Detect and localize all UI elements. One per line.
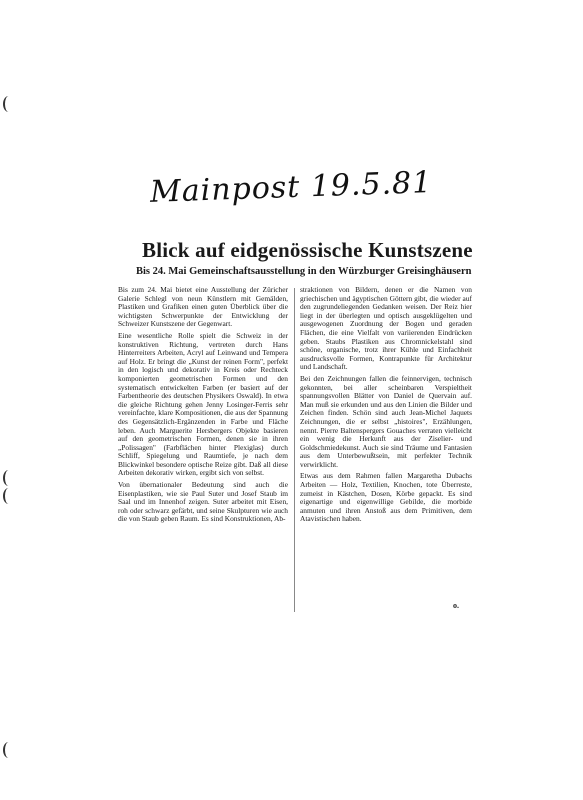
article-paragraph: straktionen von Bildern, denen er die Namen von griechischen und ägyptischen Göttern gibt, die wieder auf den zugrundeliegenden Gedanken weisen. Der Reiz hier liegt in der überlegten und optisch ausgeklügelten und ausgewogenen Zuordnung der Bogen und geraden Flächen, die eine Vielfalt von variierenden Eindrücken geben. Staubs Plastiken aus Chromnickelstahl sind schöne, organische, trotz ihrer Kühle und Einfachheit ausdrucksvolle Formen, Kontrapunkte für Architektur und Landschaft. — [300, 286, 472, 372]
article-paragraph: Eine wesentliche Rolle spielt die Schweiz in der konstruktiven Richtung, vertreten durch Hans Hinterreiters Arbeiten, Acryl auf Leinwand und Tempera auf Holz. Er bringt die „Kunst der reinen Form", perfekt in den logisch und dekorativ in Kreis oder Rechteck komponierten geometrischen Formen und den systematisch entwickelten Farben (er basiert auf der Farbentheorie des deutschen Physikers Oswald). In etwa die gleiche Richtung gehen Jenny Losinger-Ferris sehr vereinfachte, klare Kompositionen, die aus der Spannung des Gegensätzlich-Ergänzenden in Farbe und Fläche leben. Auch Marguerite Hersbergers Objekte basieren auf den geometrischen Formen, denen sie in ihren „Polissagen" (Farbflächen hinter Plexiglas) durch Schliff, Spiegelung und Raumtiefe, je nach dem Blickwinkel besondere optische Reize gibt. Daß all diese Arbeiten dekorativ wirken, ergibt sich von selbst. — [118, 330, 288, 478]
article-paragraph: Bei den Zeichnungen fallen die feinnervigen, technisch gekonnten, bei aller scheinbaren Verspieltheit spannungsvollen Blätter von Daniel de Quervain auf. Man muß sie erkunden und aus den Linien die Bilder und Zeichen finden. Schön sind auch Jean-Michel Jaquets Zeichnungen, die er selbst „histoires", Erzählungen, nennt. Pierre Baltenspergers Gouaches verraten vielleicht ein wenig die Herkunft aus der Ziselier- und Goldschmiedekunst. Auch sie sind Träume und Fantasien aus dem Unterbewußtsein, mit perfekter Technik verwirklicht. — [300, 373, 472, 469]
article-headline: Blick auf eidgenössische Kunstszene — [142, 238, 473, 262]
article-column-right — [300, 286, 472, 602]
binder-hole-mark — [3, 96, 14, 112]
column-divider — [294, 288, 295, 612]
article-paragraph: Etwas aus dem Rahmen fallen Margaretha Dubachs Arbeiten — Holz, Textilien, Knochen, tote Überreste, zumeist in Kästchen, Dosen, Körbe gepackt. Es sind eigenartige und eigenwillige Gebilde, die morbide anmuten und ihren Anstoß aus dem Primitiven, dem Atavistischen haben. — [300, 471, 472, 524]
article-subheadline: Bis 24. Mai Gemeinschaftsausstellung in den Würzburger Greisinghäusern — [136, 266, 472, 277]
binder-hole-mark — [3, 470, 14, 486]
article-paragraph: Bis zum 24. Mai bietet eine Ausstellung der Züricher Galerie Schlegl von neun Künstlern mit Gemälden, Plastiken und Grafiken einen guten Überblick über die wichtigsten Schwerpunkte der Entwicklung der Schweizer Kunstszene der Gegenwart. — [118, 286, 288, 329]
binder-hole-mark — [3, 488, 14, 504]
handwritten-source-note: Mainpost 19.5.81 — [149, 165, 433, 210]
article-paragraph: Von übernationaler Bedeutung sind auch die Eisenplastiken, wie sie Paul Suter und Josef Staub im Saal und im Innenhof zeigen. Suter arbeitet mit Eisen, roh oder schwarz gefärbt, und seine Skulpturen wie auch die von Staub geben Raum. Es sind Konstruktionen, Ab- — [118, 480, 288, 524]
author-signoff: o. — [453, 601, 459, 610]
binder-hole-mark — [3, 742, 14, 758]
article-column-left — [118, 286, 288, 616]
